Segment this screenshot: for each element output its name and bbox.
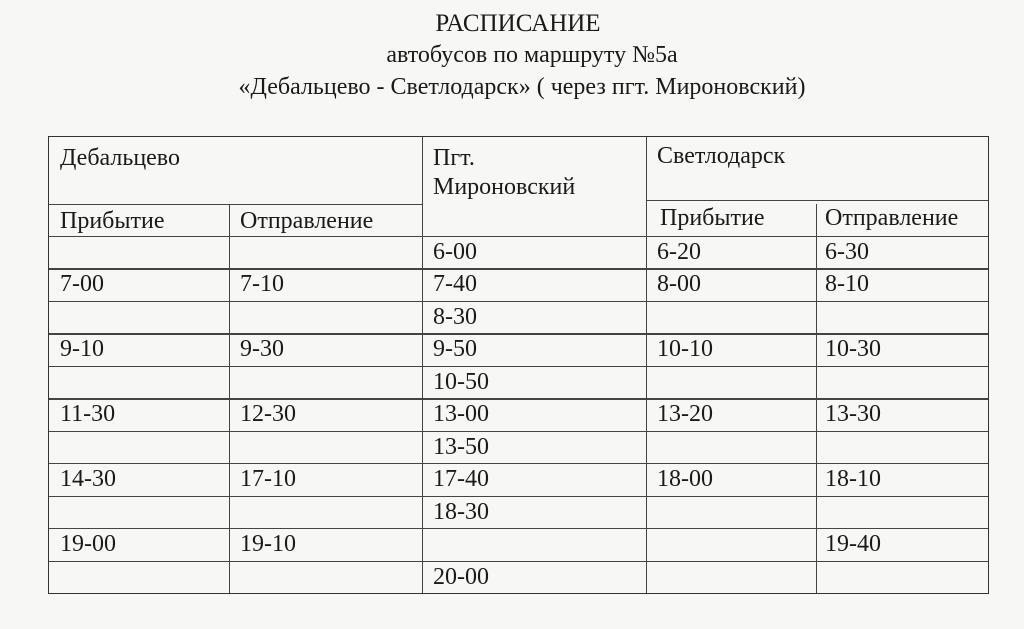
- header-svet-arrival: Прибытие: [660, 205, 765, 231]
- cell-mironovsky: 9-50: [433, 336, 477, 363]
- header-mironovsky-line2: Мироновский: [433, 174, 576, 200]
- cell-deb-departure: 19-10: [240, 531, 296, 558]
- table-divider: [49, 561, 988, 562]
- cell-svet-arrival: 6-20: [657, 239, 701, 265]
- table-divider: [49, 398, 988, 399]
- cell-svet-arrival: 18-00: [657, 466, 713, 493]
- header-svet-departure: Отправление: [825, 205, 959, 231]
- cell-svet-departure: 13-30: [825, 401, 881, 428]
- header-deb-arrival: Прибытие: [60, 208, 165, 234]
- cell-svet-departure: 8-10: [825, 271, 869, 298]
- document-title: РАСПИСАНИЕ: [435, 10, 601, 37]
- cell-mironovsky: 17-40: [433, 466, 489, 493]
- table-divider: [49, 333, 988, 334]
- table-divider: [646, 200, 988, 201]
- cell-svet-departure: 6-30: [825, 239, 869, 265]
- cell-mironovsky: 18-30: [433, 498, 489, 525]
- cell-svet-departure: 19-40: [825, 531, 881, 558]
- cell-mironovsky: 10-50: [433, 368, 489, 395]
- header-deb-departure: Отправление: [240, 208, 374, 234]
- cell-mironovsky: 6-00: [433, 239, 477, 265]
- cell-deb-arrival: 11-30: [60, 401, 116, 428]
- table-divider: [49, 301, 988, 302]
- cell-deb-departure: 9-30: [240, 336, 284, 363]
- header-svetlodarsk: Светлодарск: [657, 143, 786, 169]
- header-debaltsevo: Дебальцево: [60, 145, 180, 171]
- cell-mironovsky: 20-00: [433, 563, 489, 590]
- header-mironovsky-line1: Пгт.: [433, 145, 475, 171]
- document-subtitle: автобусов по маршруту №5а: [386, 42, 678, 68]
- table-divider: [49, 268, 988, 269]
- cell-deb-departure: 7-10: [240, 271, 284, 298]
- cell-svet-departure: 18-10: [825, 466, 881, 493]
- cell-svet-arrival: 8-00: [657, 271, 701, 298]
- table-divider: [49, 431, 988, 432]
- table-divider: [49, 204, 423, 205]
- cell-svet-arrival: 13-20: [657, 401, 713, 428]
- cell-deb-arrival: 14-30: [60, 466, 116, 493]
- cell-svet-departure: 10-30: [825, 336, 881, 363]
- table-divider: [49, 463, 988, 464]
- table-divider: [49, 528, 988, 529]
- table-divider: [49, 236, 988, 237]
- cell-mironovsky: 13-50: [433, 433, 489, 460]
- table-divider: [49, 496, 988, 497]
- table-divider: [49, 366, 988, 367]
- schedule-table: [48, 136, 989, 594]
- cell-deb-arrival: 7-00: [60, 271, 104, 298]
- cell-mironovsky: 7-40: [433, 271, 477, 298]
- cell-mironovsky: 13-00: [433, 401, 489, 428]
- cell-deb-arrival: 9-10: [60, 336, 104, 363]
- cell-deb-arrival: 19-00: [60, 531, 116, 558]
- cell-deb-departure: 12-30: [240, 401, 296, 428]
- route-name: «Дебальцево - Светлодарск» ( через пгт. Мироновский): [238, 74, 806, 100]
- cell-svet-arrival: 10-10: [657, 336, 713, 363]
- cell-deb-departure: 17-10: [240, 466, 296, 493]
- cell-mironovsky: 8-30: [433, 303, 477, 330]
